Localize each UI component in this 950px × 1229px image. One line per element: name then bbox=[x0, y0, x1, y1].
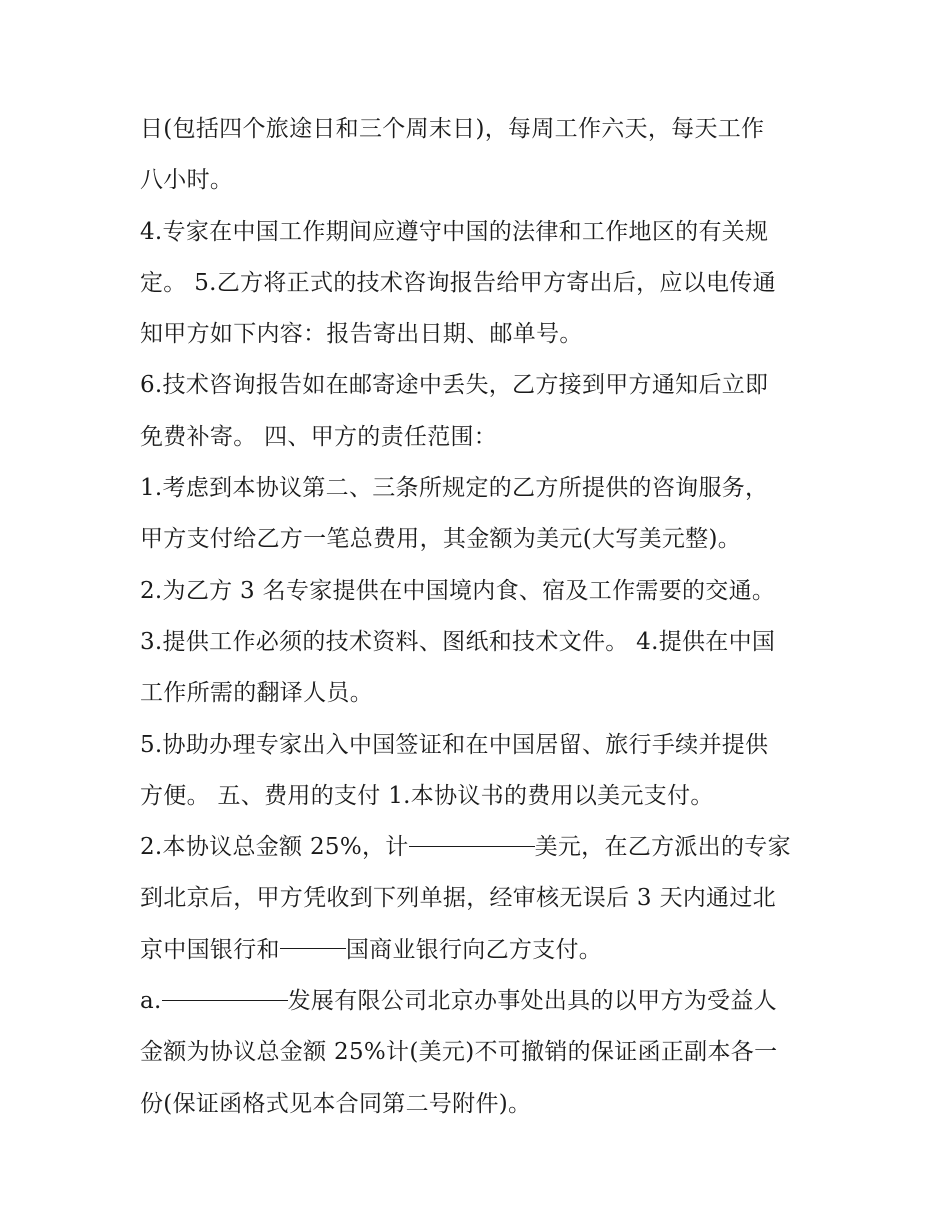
text-segment: 甲方支付给乙方一笔总费用，其金额为美元(大写美元整)。 bbox=[140, 526, 742, 553]
text-segment: 3.提供工作必须的技术资料、图纸和技术文件。 4.提供在中国 bbox=[140, 628, 776, 655]
text-segment: 国商业银行向乙方支付。 bbox=[345, 936, 603, 963]
fill-in-blank bbox=[162, 999, 288, 1001]
text-line bbox=[140, 1079, 820, 1130]
text-segment: 2.本协议总金额 25%，计 bbox=[140, 834, 409, 861]
text-segment: 4.专家在中国工作期间应遵守中国的法律和工作地区的有关规 bbox=[140, 218, 769, 245]
text-line bbox=[140, 668, 820, 719]
text-line bbox=[140, 822, 820, 873]
text-line bbox=[140, 566, 820, 617]
text-segment: 方便。 五、费用的支付 1.本协议书的费用以美元支付。 bbox=[140, 782, 714, 809]
text-line bbox=[140, 360, 820, 411]
text-line bbox=[140, 720, 820, 771]
text-line bbox=[140, 463, 820, 514]
text-line bbox=[140, 976, 820, 1027]
text-segment: 1.考虑到本协议第二、三条所规定的乙方所提供的咨询服务， bbox=[140, 475, 769, 502]
text-segment: 5.协助办理专家出入中国签证和在中国居留、旅行手续并提供 bbox=[140, 731, 769, 758]
text-line bbox=[140, 104, 820, 155]
fill-in-blank bbox=[280, 947, 346, 949]
text-segment: 知甲方如下内容：报告寄出日期、邮单号。 bbox=[140, 321, 583, 348]
text-segment: 发展有限公司北京办事处出具的以甲方为受益人 bbox=[287, 988, 777, 1015]
document-page bbox=[140, 104, 820, 1130]
text-segment: 6.技术咨询报告如在邮寄途中丢失，乙方接到甲方通知后立即 bbox=[140, 372, 769, 399]
text-line bbox=[140, 771, 820, 822]
text-segment: 免费补寄。 四、甲方的责任范围： bbox=[140, 423, 498, 450]
text-line bbox=[140, 617, 820, 668]
text-segment: 京中国银行和 bbox=[140, 936, 280, 963]
text-segment: 到北京后，甲方凭收到下列单据，经审核无误后 3 天内通过北 bbox=[140, 885, 776, 912]
text-segment: a. bbox=[140, 988, 162, 1015]
text-segment: 工作所需的翻译人员。 bbox=[140, 680, 373, 707]
text-segment: 日(包括四个旅途日和三个周末日)，每周工作六天，每天工作 bbox=[140, 116, 765, 142]
text-line bbox=[140, 925, 820, 976]
text-segment: 份(保证函格式见本合同第二号附件)。 bbox=[140, 1090, 532, 1117]
fill-in-blank bbox=[409, 845, 535, 847]
text-segment: 2.为乙方 3 名专家提供在中国境内食、宿及工作需要的交通。 bbox=[140, 577, 776, 604]
text-segment: 八小时。 bbox=[140, 167, 234, 194]
text-line bbox=[140, 207, 820, 258]
text-line bbox=[140, 412, 820, 463]
text-line bbox=[140, 514, 820, 565]
text-segment: 美元，在乙方派出的专家 bbox=[534, 834, 791, 861]
text-line bbox=[140, 155, 820, 206]
text-line bbox=[140, 1027, 820, 1078]
text-segment: 金额为协议总金额 25%计(美元)不可撤销的保证函正副本各一 bbox=[140, 1039, 778, 1066]
text-line bbox=[140, 873, 820, 924]
text-line bbox=[140, 309, 820, 360]
text-line bbox=[140, 258, 820, 309]
text-segment: 定。 5.乙方将正式的技术咨询报告给甲方寄出后，应以电传通 bbox=[140, 269, 776, 296]
